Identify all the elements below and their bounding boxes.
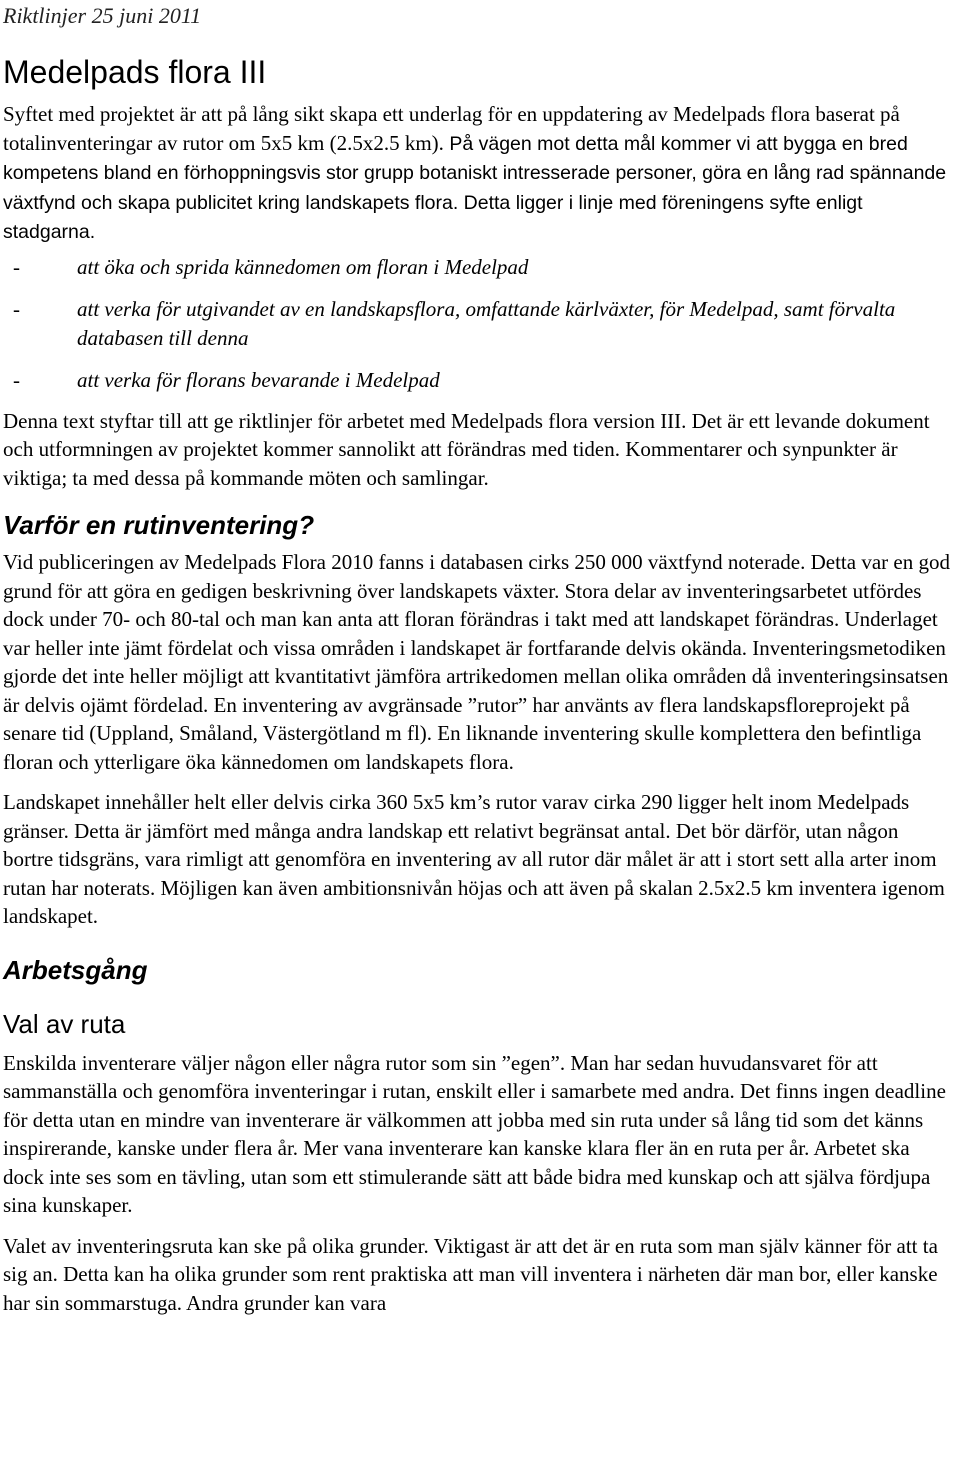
section-heading-why: Varför en rutinventering? (3, 510, 315, 540)
work-paragraph-1: Enskilda inventerare väljer någon eller några rutor som sin ”egen”. Man har sedan huvudansvaret för att sammanställa och genomföra inventeringar i rutan, enskilt eller i samarbete med andra. Det finns ingen deadline för detta utan en mindre van inventerare är välkommen att jobba med sin ruta under så lång tid som det känns inspirerande, kanske under flera år. Mer vana inventerare kan kanske klara fler än en ruta per år. Arbetet ska dock inte ses som en tävling, utan som ett stimulerande sätt att både bidra med kunskap och att själva fördjupa sina kunskaper. (3, 1050, 946, 1217)
bullet-dash: - (13, 254, 20, 279)
document-title: Medelpads flora III (3, 54, 267, 90)
goals-list (3, 253, 953, 395)
goal-text: att verka för utgivandet av en landskapsflora, omfattande kärlväxter, för Medelpad, samt förvalta databasen till denna (77, 297, 896, 350)
goal-text: att öka och sprida kännedomen om floran i Medelpad (77, 254, 529, 279)
bullet-dash: - (13, 368, 20, 392)
list-item (3, 366, 953, 395)
section-heading-work: Arbetsgång (3, 954, 148, 985)
bullet-dash: - (13, 297, 20, 321)
document-page (3, 0, 953, 1317)
page-header: Riktlinjer 25 juni 2011 (3, 3, 202, 28)
intro-text-serif: Syftet med projektet är att på lång sikt skapa ett underlag för en uppdatering av Medelpads flora baserat på totalinventeringar av rutor om 5x5 km (2.5x2.5 km). (3, 102, 900, 155)
work-paragraph-2: Valet av inventeringsruta kan ske på olika grunder. Viktigast är att det är en ruta som man själv känner för att ta sig an. Detta kan ha olika grunder som rent praktiska att man vill inventera i närheten där man bor, eller kanske har sin sommarstuga. Andra grunder kan vara (3, 1233, 938, 1315)
list-item (3, 253, 953, 282)
list-item (3, 295, 953, 352)
intro-paragraph (3, 100, 953, 247)
goal-text: att verka för florans bevarande i Medelpad (77, 368, 440, 392)
closing-paragraph: Denna text styftar till att ge riktlinjer för arbetet med Medelpads flora version III. Det är ett levande dokument och utformningen av projektet kommer sannolikt att förändras med tiden. Kommentarer och synpunkter är viktiga; ta med dessa på kommande möten och samlingar. (3, 408, 930, 490)
subsection-heading-val-av-ruta: Val av ruta (3, 1008, 126, 1039)
intro-text-sans: På vägen mot detta mål kommer vi att bygga en bred kompetens bland en förhoppningsvis stor grupp botaniskt intresserade personer, göra en lång rad spännande växtfynd och skapa publicitet kring landskapets flora. Detta ligger i linje med föreningens syfte enligt stadgarna. (3, 132, 947, 243)
why-paragraph-2: Landskapet innehåller helt eller delvis cirka 360 5x5 km’s rutor varav cirka 290 ligger helt inom Medelpads gränser. Detta är jämfört med många andra landskap ett relativt begränsat antal. Det bör därför, utan någon bortre tidsgräns, vara rimligt att genomföra en inventering av all rutor där målet är att i stort sett alla arter inom rutan har noterats. Möjligen kan även ambitionsnivån höjas och att även på skalan 2.5x2.5 km inventera igenom landskapet. (3, 790, 945, 928)
why-paragraph-1: Vid publiceringen av Medelpads Flora 2010 fanns i databasen cirks 250 000 växtfynd noterade. Detta var en god grund för att göra en gedigen beskrivning över landskapets växter. Stora delar av inventeringsarbetet utfördes dock under 70- och 80-tal och man kan anta att floran förändras i takt med att landskapet förändras. Underlaget var heller inte jämt fördelat och vissa områden i landskapet är fortfarande delvis okända. Inventeringsmetodiken gjorde det inte heller möjligt att kvantitativt jämföra artrikedomen mellan olika områden då inventeringsinsatsen är delvis ojämt fördelad. En inventering av avgränsade ”rutor” har använts av flera landskapsfloreprojekt på senare tid (Uppland, Småland, Västergötland m fl). En liknande inventering skulle komplettera den befintliga floran och ytterligare öka kännedomen om landskapets flora. (3, 550, 950, 774)
